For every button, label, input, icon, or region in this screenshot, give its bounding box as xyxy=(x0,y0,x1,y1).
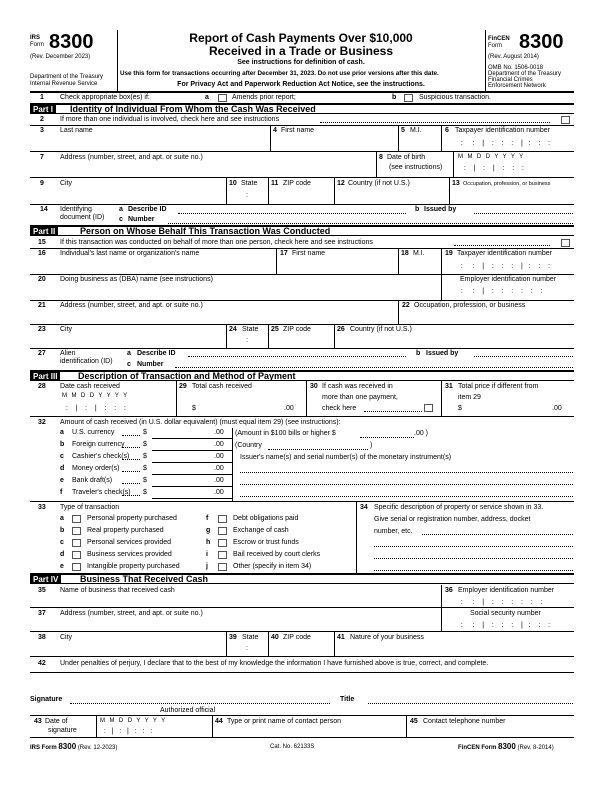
part-4-header xyxy=(30,573,574,584)
transaction-option-label: Debt obligations paid xyxy=(233,515,299,522)
ein-input-2[interactable]: : : | : : : : : : xyxy=(455,288,543,295)
issued-by-input-2[interactable] xyxy=(474,356,573,357)
description-label-a: Specific description of property or service shown in 33. xyxy=(374,504,544,511)
cash-row-underline xyxy=(152,486,232,487)
irs-prefix: IRS xyxy=(30,35,41,41)
fincen-dept3: Enforcement Network xyxy=(488,83,546,89)
cash-row-letter: b xyxy=(60,441,65,448)
line-39-num: 39 xyxy=(229,634,237,641)
contact-name-label: Type or print name of contact person xyxy=(227,718,342,725)
transaction-option-checkbox[interactable] xyxy=(218,527,227,535)
line-29-num: 29 xyxy=(179,383,187,390)
transaction-option-label: Bail received by court clerks xyxy=(233,551,321,558)
transaction-option-letter: d xyxy=(60,551,65,558)
id-doc-label-b: document (ID) xyxy=(60,214,105,221)
zip-label-2: ZIP code xyxy=(283,326,311,333)
line-3-num: 3 xyxy=(40,127,44,134)
city-label-2: City xyxy=(60,326,73,333)
footer-left-number: 8300 xyxy=(58,742,77,751)
zip-label-1: ZIP code xyxy=(283,180,311,187)
country-label-1: Country (if not U.S.) xyxy=(348,180,410,187)
cash-row-label: Traveler's check(s) xyxy=(72,489,131,496)
line-14b-letter: b xyxy=(415,206,420,213)
footer-right-prefix: FinCEN Form xyxy=(458,745,497,751)
line-6-num: 6 xyxy=(445,127,449,134)
issuer-label: Issuer's name(s) and serial number(s) of the monetary instrument(s) xyxy=(240,454,452,461)
form-8300-page: IRS Form 8300 (Rev. December 2023) Department of the Treasury Internal Revenue Service Report of Cash Payments Over $10,000 Received in a Trade or Business See instructions for definition of cash. Use this form for transactions occurring after December 31, 2023. Do not use prior versions after this date. For Privacy Act and Paperwork Reduction Act Notice, see the instructions. FinCEN Form 8300 (Rev. August 2014) OMB No. 1506-0018 Department of the Treasury Financial Crimes Enforcement Network 1 Check appropriate box(es) if: a Amends prior report; b Suspicious transaction. Part I Identity of Individual From Whom the Cash Was Received 2 If more than one individual is involved, check here and see instructions 3 Last name 4 First name 5 M.I. 6 Taxpayer identification number : : | : : : | : : : 7 Address (number, street, and apt. or suite no.) 8 Date of birth (see instructions) M M D D Y Y Y Y : | : | : : : 9 City 10 State : 11 ZIP code 12 Country (if not U.S.) 13 Occupation, profession, or business 14 Identifying document (ID) a Describe ID c Number b Issued by Part II Person on Whose Behalf This Transaction Was Conducted 15 If this transaction was conducted on behalf of more than one person, check here and see instructions 16 Individual's last name or organization's name 17 First name 18 M.I. 19 Taxpayer identification number : : | : : : | : : : 20 Doing business as (DBA) name (see instructions) Employer identification number : : | : : : : : : 21 Address (number, street, and apt. or suite no.) 22 Occupation, profession, or business 23 City 24 State : 25 ZIP code 26 Country (if not U.S.) 27 Alien identification (ID) a Describe ID c Number b Issued by Part III Description of Transaction and Method of Payment 28 Date cash received M M D D Y Y Y Y : | : | : : : 29 Total cash received $ .00 30 If cash was received in more than one payment, check here 31 Total price if different from item 29 $ .00 32 Amount of cash received (in U.S. dollar equivalent) (must equal item 29) (see instructions): a U.S. currency $ .00 b Foreign currency $ .00 c Cashier's check(s) $ .00 d Money order(s) $ .00 e Bank draft(s) $ .00 f Traveler's check(s) $ .00 (Amount in $100 bills or higher $ .00 ) (Country ) Issuer's name(s) and serial number(s) of the monetary instrument(s) 33 Type of transaction a Personal property purchased b Real property purchased c Personal services provided d Business services provided e Intangible property purchased f Debt obligations paid g Exchange of cash h Escrow or trust funds i Bail received by court clerks j Other (specify in item 34) 34 Specific description of property or service shown in 33. Give serial or registration number, address, docket number, etc. Part IV Business That Received Cash 35 Name of business that received cash 36 Employer identification number : : | : : : : : : 37 Address (number, street, and apt. or suite no.) Social security number : : | : : : | : : : 38 City 39 State : 40 ZIP code 41 Nature of your business 42 Under penalties of perjury, I declare that to the best of my knowledge the information I have furnished above is true, correct, and complete. Signature Title Authorized official 43 Date of signature M M D D Y Y Y Y : | : | : : : 44 Type or print name of contact person 45 Contact telephone number IRS Form 8300 (Rev. 12-2023) Cat. No. 62133S FinCEN Form 8300 (Rev. 8-2014) xyxy=(30,30,574,760)
cash-row-dollar: $ xyxy=(143,477,147,484)
line-19-num: 19 xyxy=(445,250,453,257)
authorized-official: Authorized official xyxy=(160,707,216,714)
part-2-title: Person on Whose Behalf This Transaction Was Conducted xyxy=(80,226,331,236)
transaction-option-checkbox[interactable] xyxy=(218,539,227,547)
description-label-b: Give serial or registration number, address, docket xyxy=(374,516,531,523)
country-label-2: Country (if not U.S.) xyxy=(350,326,412,333)
issuer-input-1[interactable] xyxy=(240,472,573,473)
footer-left xyxy=(30,742,117,751)
transaction-option-letter: c xyxy=(60,539,64,546)
fincen-dept2: Financial Crimes xyxy=(488,77,533,83)
occupation-label-1: Occupation, profession, or business xyxy=(463,181,551,187)
transaction-option-label: Exchange of cash xyxy=(233,527,289,534)
cash-row-letter: a xyxy=(60,429,64,436)
line-38-num: 38 xyxy=(38,634,46,641)
line-25-num: 25 xyxy=(271,326,279,333)
transaction-option-label: Personal services provided xyxy=(87,539,172,546)
transaction-option-letter: e xyxy=(60,563,64,570)
cash-row-dollar: $ xyxy=(143,429,147,436)
form-title-line1: Report of Cash Payments Over $10,000 xyxy=(189,31,413,45)
multiple-payments-label-b: more than one payment, xyxy=(322,394,398,401)
line-1a-letter: a xyxy=(205,94,209,101)
line-40-num: 40 xyxy=(271,634,279,641)
line-26-num: 26 xyxy=(337,326,345,333)
amends-checkbox[interactable] xyxy=(218,94,227,102)
sig-date-label-b: signature xyxy=(48,727,77,734)
transaction-option-checkbox[interactable] xyxy=(218,551,227,559)
multiple-persons-checkbox[interactable] xyxy=(561,239,570,247)
date-received-input[interactable]: : | : | : : : xyxy=(60,405,126,412)
transaction-option-letter: f xyxy=(206,515,209,522)
tin-label-2: Taxpayer identification number xyxy=(457,250,552,257)
part-3-header xyxy=(30,370,574,381)
address-label-1: Address (number, street, and apt. or suite no.) xyxy=(60,154,203,161)
fincen-prefix: FinCEN xyxy=(488,36,510,42)
line-1b-letter: b xyxy=(392,94,397,101)
cash-row-amount[interactable]: .00 xyxy=(214,465,224,472)
cash-row-leader xyxy=(122,447,140,448)
cash-row-amount[interactable]: .00 xyxy=(214,453,224,460)
transaction-option-letter: b xyxy=(60,527,65,534)
line-14c-letter: c xyxy=(119,216,123,223)
line-8-num: 8 xyxy=(379,154,383,161)
footer-left-rev: (Rev. 12-2023) xyxy=(77,745,118,751)
state-label-1: State xyxy=(241,180,258,187)
irs-name: Internal Revenue Service xyxy=(30,81,98,87)
footer-right-rev: (Rev. 8-2014) xyxy=(517,745,554,751)
issued-by-label-2: Issued by xyxy=(426,350,459,357)
transaction-option-label: Escrow or trust funds xyxy=(233,539,299,546)
cash-row-leader xyxy=(122,495,140,496)
cash-row-dollar: $ xyxy=(143,465,147,472)
line-14a-letter: a xyxy=(119,206,123,213)
multiple-payments-label-c: check here xyxy=(322,405,357,412)
description-input-1[interactable] xyxy=(422,534,573,535)
line-5-num: 5 xyxy=(401,127,405,134)
transaction-option-checkbox[interactable] xyxy=(72,527,81,535)
issued-by-label-1: Issued by xyxy=(424,206,457,213)
line-33-num: 33 xyxy=(38,504,46,511)
alien-id-label-b: identification (ID) xyxy=(60,358,113,365)
cash-row-underline xyxy=(152,438,232,439)
first-name-label: First name xyxy=(281,127,315,134)
cash-row-underline xyxy=(152,462,232,463)
part-2-tag: Part II xyxy=(30,227,58,236)
transaction-option-checkbox[interactable] xyxy=(72,563,81,571)
line-42-num: 42 xyxy=(38,660,46,667)
transaction-option-label: Business services provided xyxy=(87,551,172,558)
ssn-label: Social security number xyxy=(470,610,541,617)
cash-row-letter: c xyxy=(60,453,64,460)
total-price-label-b: item 29 xyxy=(458,394,481,401)
cash-row-label: U.S. currency xyxy=(72,429,115,436)
cash-row-letter: d xyxy=(60,465,65,472)
business-name-label: Name of business that received cash xyxy=(60,587,175,594)
line-43-num: 43 xyxy=(34,718,42,725)
title-label: Title xyxy=(340,696,355,703)
country-currency-input[interactable] xyxy=(268,449,368,450)
line-12-num: 12 xyxy=(337,180,345,187)
date-received-format: M M D D Y Y Y Y xyxy=(62,393,129,399)
fincen-rev: (Rev. August 2014) xyxy=(488,54,539,60)
suspicious-checkbox[interactable] xyxy=(404,94,413,102)
part-3-title: Description of Transaction and Method of Payment xyxy=(78,371,296,381)
line-36-num: 36 xyxy=(445,587,453,594)
describe-id-label-2: Describe ID xyxy=(137,350,176,357)
line-16-num: 16 xyxy=(38,250,46,257)
zip-label-4: ZIP code xyxy=(283,634,311,641)
dept-left: Department of the Treasury xyxy=(30,74,104,80)
line-4-num: 4 xyxy=(273,127,277,134)
total-price-label-a: Total price if different from xyxy=(458,383,539,390)
total-cash-input[interactable]: .00 xyxy=(284,405,294,412)
omb-number: OMB No. 1506-0018 xyxy=(488,65,544,71)
line-31-num: 31 xyxy=(445,383,453,390)
cash-row-amount[interactable]: .00 xyxy=(214,441,224,448)
cat-number: Cat. No. 62133S xyxy=(270,744,315,750)
form-number: 8300 xyxy=(49,31,94,53)
dob-label: Date of birth xyxy=(387,154,426,161)
amount-100-label: (Amount in $100 bills or higher $ xyxy=(235,430,336,437)
part-1-tag: Part I xyxy=(30,105,56,114)
address-label-4: Address (number, street, and apt. or suite no.) xyxy=(60,610,203,617)
line-32-label: Amount of cash received (in U.S. dollar equivalent) (must equal item 29) (see instructions): xyxy=(60,419,341,426)
line-20-num: 20 xyxy=(38,276,46,283)
id-number-input-1[interactable] xyxy=(168,223,573,224)
description-input-2[interactable] xyxy=(374,546,573,547)
amends-label: Amends prior report; xyxy=(232,94,296,101)
transaction-option-letter: a xyxy=(60,515,64,522)
cash-row-letter: f xyxy=(60,489,63,496)
line-22-num: 22 xyxy=(402,302,410,309)
transaction-option-label: Intangible property purchased xyxy=(87,563,180,570)
multiple-individuals-checkbox[interactable] xyxy=(561,116,570,124)
country-currency-end: ) xyxy=(370,442,373,449)
transaction-option-checkbox[interactable] xyxy=(72,515,81,523)
cash-row-label: Bank draft(s) xyxy=(72,477,113,484)
cash-row-underline xyxy=(152,450,232,451)
form-word: Form xyxy=(30,42,44,48)
cash-row-dollar: $ xyxy=(143,441,147,448)
line-13-num: 13 xyxy=(452,180,460,187)
footer-right xyxy=(458,742,554,751)
total-price-input[interactable]: .00 xyxy=(552,405,562,412)
cash-row-leader xyxy=(122,483,140,484)
line-9-num: 9 xyxy=(40,180,44,187)
line-7-num: 7 xyxy=(40,154,44,161)
id-number-label-1: Number xyxy=(128,216,155,223)
transaction-option-checkbox[interactable] xyxy=(72,551,81,559)
dba-label: Doing business as (DBA) name (see instructions) xyxy=(60,276,213,283)
line-28-num: 28 xyxy=(38,383,46,390)
line-2-num: 2 xyxy=(40,116,44,123)
line-45-num: 45 xyxy=(410,718,418,725)
line-17-num: 17 xyxy=(280,250,288,257)
line-1-label: Check appropriate box(es) if: xyxy=(60,94,150,101)
line-27-num: 27 xyxy=(38,350,46,357)
form-title-line2: Received in a Trade or Business xyxy=(208,44,394,58)
cash-row-underline xyxy=(152,474,232,475)
line-35-num: 35 xyxy=(38,587,46,594)
perjury-statement: Under penalties of perjury, I declare that to the best of my knowledge the information I have furnished above is true, correct, and complete. xyxy=(60,660,489,667)
footer-left-prefix: IRS Form xyxy=(30,745,57,751)
state-label-4: State xyxy=(242,634,259,641)
amount-100-end: .00 ) xyxy=(414,430,429,437)
transaction-option-checkbox[interactable] xyxy=(218,515,227,523)
cash-row-leader xyxy=(122,459,140,460)
see-instructions: See instructions for definition of cash. xyxy=(237,59,365,66)
issuer-input-2[interactable] xyxy=(240,484,573,485)
mi-label-2: M.I. xyxy=(413,250,425,257)
cash-row-label: Foreign currency xyxy=(72,441,125,448)
description-input-3[interactable] xyxy=(374,558,573,559)
address-label-2: Address (number, street, and apt. or suite no.) xyxy=(60,302,203,309)
line-2-label: If more than one individual is involved, check here and see instructions xyxy=(60,116,280,123)
description-label-c: number, etc. xyxy=(374,528,413,535)
org-name-label: Individual's last name or organization's name xyxy=(60,250,200,257)
tin-input-1[interactable]: : : | : : : | : : : xyxy=(455,140,551,147)
fincen-dept1: Department of the Treasury xyxy=(488,71,562,77)
last-name-label: Last name xyxy=(60,127,93,134)
footer-right-number: 8300 xyxy=(498,742,516,751)
cash-row-letter: e xyxy=(60,477,64,484)
total-cash-dollar: $ xyxy=(192,405,196,412)
cash-row-leader xyxy=(122,471,140,472)
line-15-label: If this transaction was conducted on behalf of more than one person, check here and see instructions xyxy=(60,239,373,246)
line-18-num: 18 xyxy=(401,250,409,257)
cash-row-dollar: $ xyxy=(143,453,147,460)
line-27a-letter: a xyxy=(127,350,131,357)
dob-format: M M D D Y Y Y Y xyxy=(458,154,525,160)
cash-row-underline xyxy=(152,498,232,499)
ein-label-2: Employer identification number xyxy=(460,276,557,283)
part-2-header xyxy=(30,225,574,236)
dob-instructions: (see instructions) xyxy=(389,164,443,171)
cash-row-leader xyxy=(122,435,140,436)
tin-input-2[interactable]: : : | : : : | : : : xyxy=(455,263,551,270)
part-4-tag: Part IV xyxy=(30,575,61,584)
privacy-notice: For Privacy Act and Paperwork Reduction Act Notice, see the instructions. xyxy=(177,81,425,88)
first-name-label-2: First name xyxy=(292,250,326,257)
line-24-num: 24 xyxy=(229,326,237,333)
part-4-title: Business That Received Cash xyxy=(80,574,209,584)
id-number-input-2[interactable] xyxy=(175,367,573,368)
id-number-label-2: Number xyxy=(137,361,164,368)
line-15-num: 15 xyxy=(38,239,46,246)
line-23-num: 23 xyxy=(38,326,46,333)
multiple-payments-label-a: If cash was received in xyxy=(322,383,393,390)
signature-input[interactable] xyxy=(70,703,330,704)
id-doc-label-a: Identifying xyxy=(60,206,92,213)
transaction-option-letter: j xyxy=(206,563,208,570)
ein-label-4: Employer identification number xyxy=(458,587,555,594)
line-41-num: 41 xyxy=(337,634,345,641)
title-input[interactable] xyxy=(368,703,573,704)
describe-id-label-1: Describe ID xyxy=(128,206,167,213)
mi-label: M.I. xyxy=(410,127,422,134)
suspicious-label: Suspicious transaction. xyxy=(419,94,491,101)
fincen-form-word: Form xyxy=(488,43,502,49)
ssn-input[interactable]: : : | : : : | : : : xyxy=(455,622,551,629)
part-3-tag: Part III xyxy=(30,372,60,381)
part-1-header xyxy=(30,103,574,114)
total-cash-label: Total cash received xyxy=(192,383,252,390)
city-label-4: City xyxy=(60,634,73,641)
transaction-option-letter: h xyxy=(206,539,211,546)
transaction-option-checkbox[interactable] xyxy=(218,563,227,571)
part-1-title: Identity of Individual From Whom the Cash Was Received xyxy=(70,104,316,114)
describe-id-input-1[interactable] xyxy=(178,213,406,214)
line-27c-letter: c xyxy=(127,361,131,368)
cash-row-amount[interactable]: .00 xyxy=(214,489,224,496)
total-price-dollar: $ xyxy=(458,405,462,412)
signature-label: Signature xyxy=(30,696,63,703)
issuer-input-3[interactable] xyxy=(240,496,573,497)
line-32-num: 32 xyxy=(38,419,46,426)
transaction-option-letter: g xyxy=(206,527,211,534)
sig-date-format: M M D D Y Y Y Y xyxy=(100,718,167,724)
line-44-num: 44 xyxy=(215,718,223,725)
transaction-option-label: Other (specify in item 34) xyxy=(233,563,312,570)
dob-input[interactable]: : | : | : : : xyxy=(458,165,524,172)
transaction-option-letter: i xyxy=(206,551,208,558)
transaction-type-label: Type of transaction xyxy=(60,504,120,511)
sig-date-label-a: Date of xyxy=(45,718,68,725)
line-1-num: 1 xyxy=(40,94,44,101)
occupation-label-2: Occupation, profession, or business xyxy=(414,302,526,309)
contact-phone-label: Contact telephone number xyxy=(423,718,506,725)
state-label-2: State xyxy=(242,326,259,333)
line-30-num: 30 xyxy=(310,383,318,390)
transaction-option-label: Personal property purchased xyxy=(87,515,177,522)
alien-id-label-a: Alien xyxy=(60,350,76,357)
issued-by-input-1[interactable] xyxy=(474,213,573,214)
line-14-num: 14 xyxy=(40,206,48,213)
cash-row-label: Cashier's check(s) xyxy=(72,453,130,460)
city-label-1: City xyxy=(60,180,73,187)
use-form-note: Use this form for transactions occurring after December 31, 2023. Do not use prior versions after this date. xyxy=(120,70,439,77)
line-27b-letter: b xyxy=(416,350,421,357)
transaction-option-label: Real property purchased xyxy=(87,527,164,534)
nature-business-label: Nature of your business xyxy=(350,634,424,641)
rev-left: (Rev. December 2023) xyxy=(30,54,91,60)
ein-input-4[interactable]: : : | : : : : : : xyxy=(455,599,543,606)
cash-row-amount[interactable]: .00 xyxy=(214,429,224,436)
transaction-option-checkbox[interactable] xyxy=(72,539,81,547)
sig-date-input[interactable]: : | : | : : : xyxy=(98,728,153,735)
amount-100-input[interactable] xyxy=(360,437,414,438)
tin-label-1: Taxpayer identification number xyxy=(455,127,550,134)
country-currency-label: (Country xyxy=(235,442,262,449)
describe-id-input-2[interactable] xyxy=(188,356,406,357)
line-10-num: 10 xyxy=(229,180,237,187)
cash-row-label: Money order(s) xyxy=(72,465,120,472)
cash-row-dollar: $ xyxy=(143,489,147,496)
cash-row-amount[interactable]: .00 xyxy=(214,477,224,484)
description-input-4[interactable] xyxy=(374,570,573,571)
multiple-payments-checkbox[interactable] xyxy=(424,404,433,412)
fincen-form-number: 8300 xyxy=(519,31,564,53)
date-received-label: Date cash received xyxy=(60,383,120,390)
line-21-num: 21 xyxy=(38,302,46,309)
line-11-num: 11 xyxy=(271,180,279,187)
line-34-num: 34 xyxy=(360,504,368,511)
line-37-num: 37 xyxy=(38,610,46,617)
